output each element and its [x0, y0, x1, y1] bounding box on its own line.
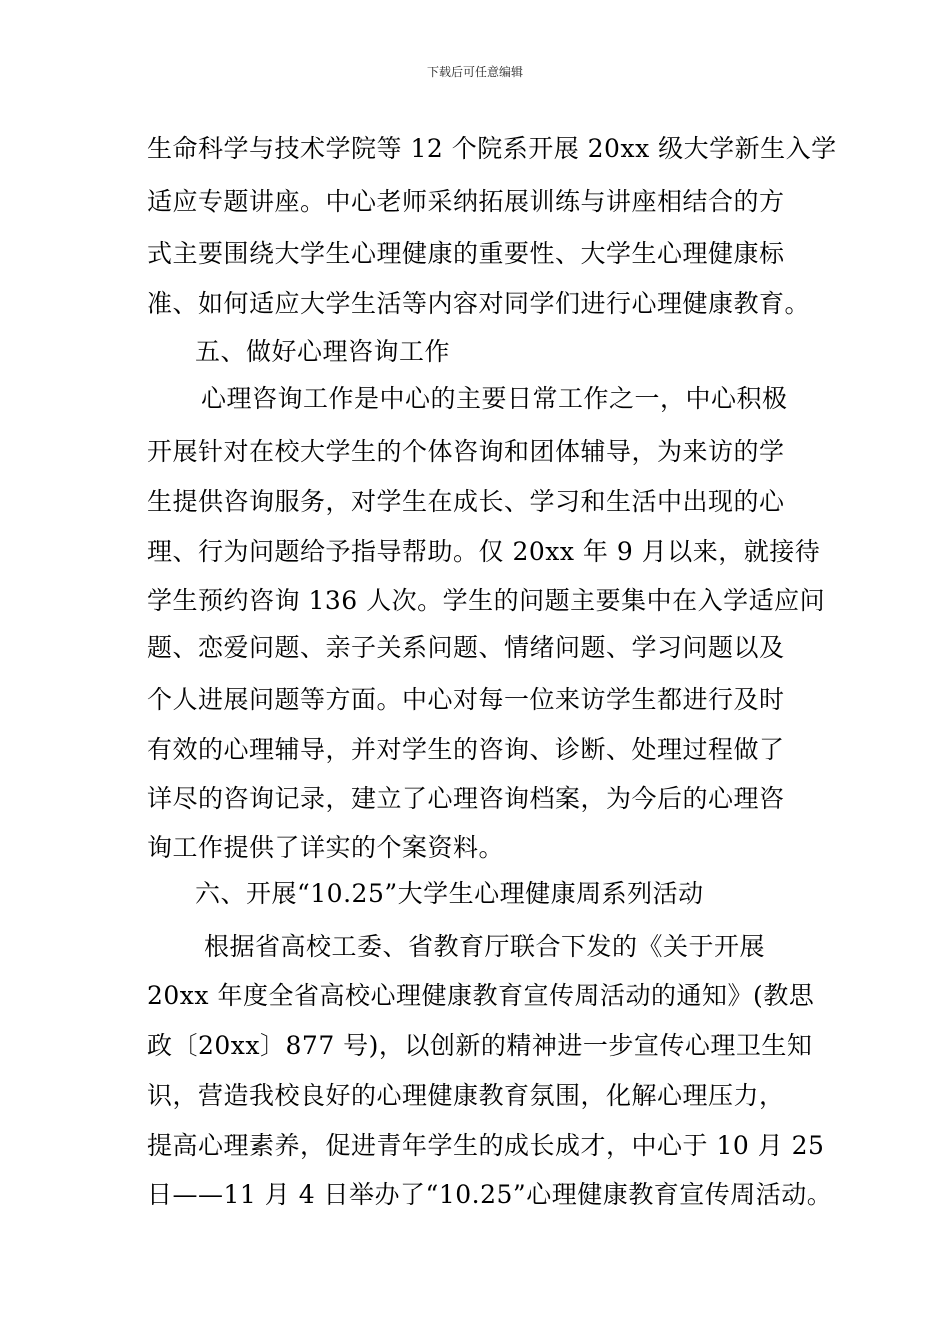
body-text-line: 理、行为问题给予指导帮助。仅 20xx 年 9 月以来，就接待	[147, 537, 821, 566]
body-text-line: 详尽的咨询记录，建立了心理咨询档案，为今后的心理咨	[147, 784, 785, 813]
section-heading-5: 五、做好心理咨询工作	[195, 337, 451, 366]
body-text-line: 有效的心理辅导，并对学生的咨询、诊断、处理过程做了	[147, 735, 785, 764]
body-text-line: 准、如何适应大学生活等内容对同学们进行心理健康教育。	[147, 289, 811, 318]
body-text-line: 开展针对在校大学生的个体咨询和团体辅导，为来访的学	[147, 437, 785, 466]
body-text-line: 个人进展问题等方面。中心对每一位来访学生都进行及时	[147, 685, 785, 714]
body-text-line: 询工作提供了详实的个案资料。	[147, 833, 505, 862]
section-heading-6: 六、开展“10.25”大学生心理健康周系列活动	[195, 879, 704, 908]
body-text-line: 生命科学与技术学院等 12 个院系开展 20xx 级大学新生入学	[147, 134, 837, 163]
body-text-line: 日——11 月 4 日举办了“10.25”心理健康教育宣传周活动。	[147, 1180, 833, 1209]
body-text-line: 适应专题讲座。中心老师采纳拓展训练与讲座相结合的方	[147, 187, 785, 216]
body-text-line: 学生预约咨询 136 人次。学生的问题主要集中在入学适应问	[147, 586, 826, 615]
body-text-line: 识，营造我校良好的心理健康教育氛围，化解心理压力，	[147, 1081, 785, 1110]
body-text-line: 题、恋爱问题、亲子关系问题、情绪问题、学习问题以及	[147, 633, 785, 662]
body-text-line: 提高心理素养，促进青年学生的成长成才，中心于 10 月 25	[147, 1131, 825, 1160]
body-text-line: 式主要围绕大学生心理健康的重要性、大学生心理健康标	[147, 239, 785, 268]
body-text-line: 心理咨询工作是中心的主要日常工作之一，中心积极	[201, 384, 788, 413]
body-text-line: 政〔20xx〕877 号)，以创新的精神进一步宣传心理卫生知	[147, 1031, 813, 1060]
body-text-line: 根据省高校工委、省教育厅联合下发的《关于开展	[204, 932, 766, 961]
body-text-line: 生提供咨询服务，对学生在成长、学习和生活中出现的心	[147, 487, 785, 516]
body-text-line: 20xx 年度全省高校心理健康教育宣传周活动的通知》(教思	[147, 981, 815, 1010]
page-header: 下载后可任意编辑	[426, 65, 523, 79]
